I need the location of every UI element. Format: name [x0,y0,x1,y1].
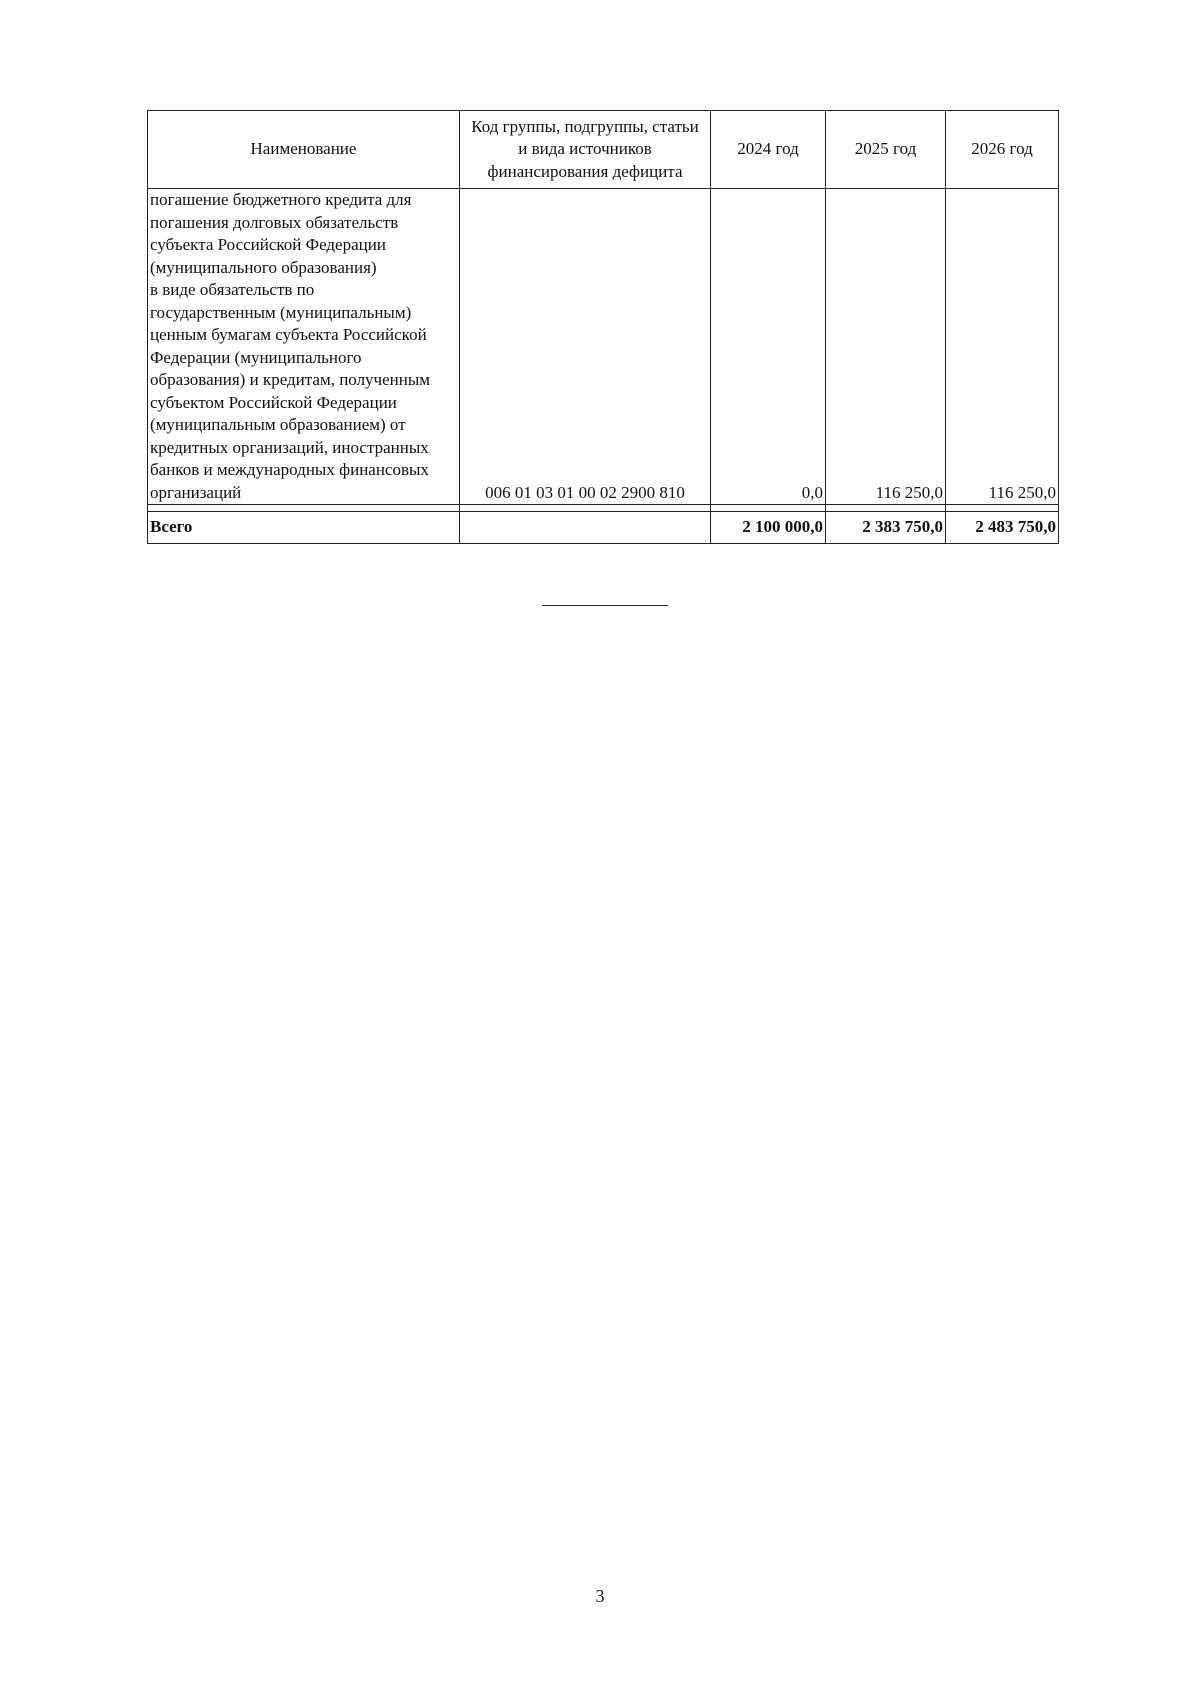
row-name-line: ценным бумагам субъекта Российской [150,325,427,344]
row-name-line: (муниципального образования) [150,257,377,277]
header-code [460,111,711,189]
row-name-line: в виде обязательств по [150,280,315,299]
row-name-line: (муниципальным образованием) от [150,415,406,434]
row-name-line: погашение бюджетного кредита для [150,190,412,209]
row-name-line: кредитных организаций, иностранных [150,437,429,457]
header-2024: 2024 год [711,111,826,189]
page-number: 3 [595,1586,605,1606]
table-row [148,189,1059,505]
row-name-line: субъектом Российской Федерации [150,392,397,412]
row-name-line: субъекта Российской Федерации [150,235,386,254]
row-name-line: государственным (муниципальным) [150,302,412,322]
row-code-cell: 006 01 03 01 00 02 2900 810 [460,189,711,505]
total-label: Всего [148,512,460,544]
row-name-line: образования) и кредитам, полученным [150,370,431,389]
total-code [460,512,711,544]
row-name-line: организаций [150,482,242,502]
row-name-line: погашения долговых обязательств [150,212,399,232]
row-2025-value: 116 250,0 [826,189,946,505]
header-code-line: финансирования дефицита [487,161,683,181]
total-2024-value: 2 100 000,0 [711,512,826,544]
end-of-document-divider [542,605,668,606]
header-name: Наименование [148,111,460,189]
header-code-line: и вида источников [518,139,652,159]
row-spacer [148,505,1059,512]
header-2026: 2026 год [946,111,1059,189]
header-2025: 2025 год [826,111,946,189]
total-2025-value: 2 383 750,0 [826,512,946,544]
total-row [148,512,1059,544]
financing-sources-table [147,110,1059,544]
row-name-line: Федерации (муниципального [150,347,362,367]
row-2026-value: 116 250,0 [946,189,1059,505]
header-code-line: Код группы, подгруппы, статьи [471,116,699,136]
table-header-row [148,111,1059,189]
row-2024-value: 0,0 [711,189,826,505]
row-name-cell [148,189,460,505]
row-name-line: банков и международных финансовых [150,460,429,479]
total-2026-value: 2 483 750,0 [946,512,1059,544]
